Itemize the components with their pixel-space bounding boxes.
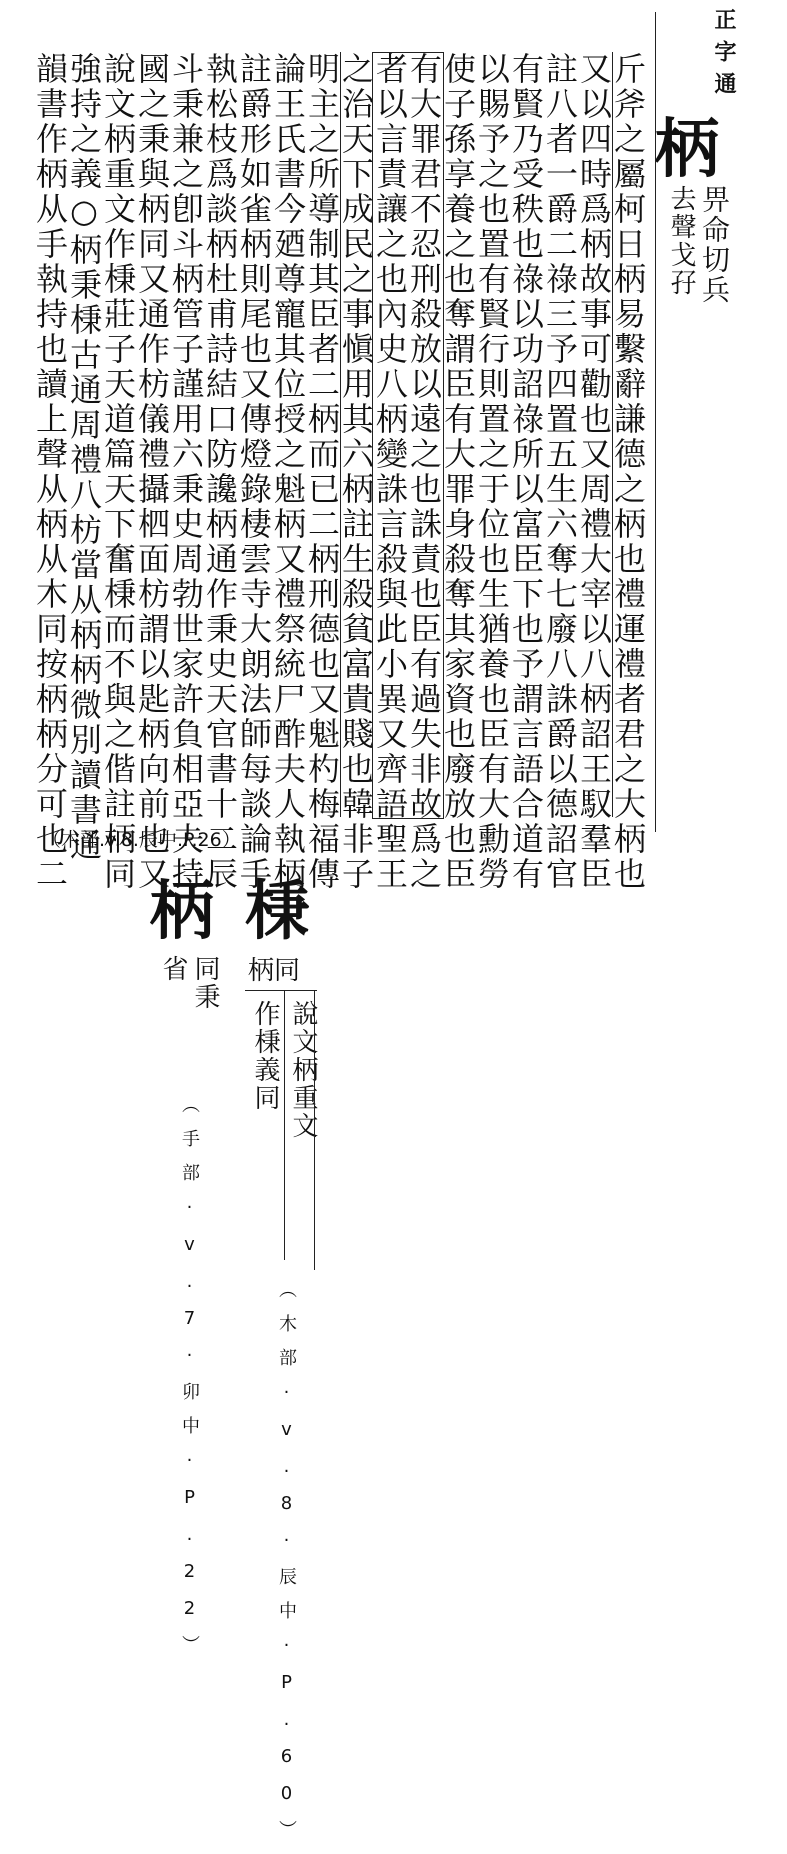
entry-column: 明主之所導制其臣者二柄而已二柄刑德也又魁杓梅福傳 [303, 52, 341, 892]
entry-column: 又以四時爲柄故事可勸也又周禮大宰以八柄詔王馭羣臣 [575, 52, 613, 892]
book-title: 正字通 [711, 8, 737, 104]
header-rule [655, 12, 656, 832]
reading: 畀命切兵 [698, 185, 731, 305]
variant-head-character: 柄 [150, 874, 214, 949]
variant-source: （木部·v.8·辰中·P.60） [276, 1280, 297, 1854]
label-rule [245, 990, 317, 991]
reading-note: 去聲戈孖 [666, 185, 696, 297]
entry-column: 之治天下成民之事愼用其六柄註生殺貧富貴賤也韓非子 [337, 52, 375, 892]
column-rule [612, 52, 613, 817]
variant-rule [314, 990, 315, 1270]
entry-column: 以賜予之也置有賢行則置之于位也生猶養也臣有大勳勞 [473, 52, 511, 892]
entry-column: 者以言責讓之也內史八柄變誅言殺與此小異又齊語聖王 [371, 52, 409, 892]
variant-rule [284, 990, 285, 1260]
entry-column: 說文柄重文作棅莊子天道篇天下奮棅而不與之偕註柄同 [99, 52, 137, 892]
variant-head-character: 棅 [245, 874, 309, 949]
variant-note: 作棅義同 [250, 1000, 280, 1112]
entry-column: 斗秉兼之卽斗柄管子謹用六秉史周勃世家許負相亞夫持 [167, 52, 205, 892]
entry-column: 韻書作柄从手執持也讀上聲从柄从木同按柄柄分可也二 [31, 52, 69, 892]
entry-column: 斤斧之屬柯日柄易繫辭謙德之柄也禮運禮者君之大柄也 [609, 52, 647, 892]
variant-label: 柄同 [248, 956, 301, 986]
entry-column: 論王氏書今廼尊寵其位授之魁柄又禮祭統尸酢夫人執柄 [269, 52, 307, 892]
entry-column: 執松枝爲談柄杜甫詩結口防讒柄通作秉史天官書十二辰 [201, 52, 239, 892]
variant-note: 說文柄重文 [288, 1000, 318, 1140]
variant-source: （手部·v.7·卯中·P.22） [179, 1095, 200, 1669]
entry-column: 使子孫享養之也奪謂臣有大罪身殺奪其家資也廢放也臣 [439, 52, 477, 892]
head-character: 柄 [655, 112, 719, 187]
entry-column: 強持之義○柄秉棅古通周禮八枋當从柄柄微別讀書通 [65, 52, 103, 863]
highlight-box [372, 52, 444, 819]
source-note: （木部.v.8.辰中.P.26） [42, 829, 241, 851]
entry-column: 國之秉與柄同又通作枋儀禮攝柶面枋謂以匙柄向前也又 [133, 52, 171, 892]
entry-column: 有賢乃受秩也祿以功詔祿所以富臣下也予謂言語合道有 [507, 52, 545, 892]
entry-column: 有大罪君不忍刑殺放以遠之也誅責也臣有過失非故爲之 [405, 52, 443, 892]
entry-column: 註爵形如雀柄則尾也又傳燈錄棲雲寺大朗法師每談論手 [235, 52, 273, 892]
variant-label: 省 [158, 955, 188, 983]
variant-label: 同秉 [190, 955, 220, 1011]
column-rule [340, 52, 341, 817]
entry-column: 註八者一爵二祿三予四置五生六奪七廢八誅爵以德詔官 [541, 52, 579, 892]
